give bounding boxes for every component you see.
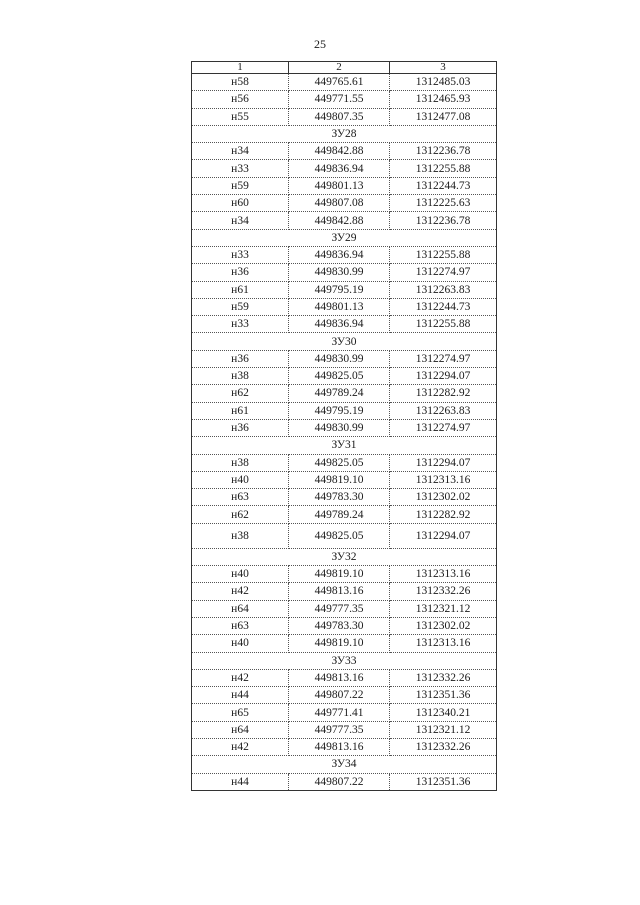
point-name-cell: н42: [192, 583, 289, 600]
coordinates-table: [191, 61, 497, 791]
table-row: [192, 402, 497, 419]
x-coordinate-cell: 449813.16: [289, 669, 390, 686]
table-section-row: [192, 548, 497, 565]
point-name-cell: н33: [192, 160, 289, 177]
table-row: [192, 635, 497, 652]
table-section-row: [192, 652, 497, 669]
y-coordinate-cell: 1312274.97: [390, 350, 497, 367]
point-name-cell: н40: [192, 566, 289, 583]
point-name-cell: н33: [192, 246, 289, 263]
x-coordinate-cell: 449819.10: [289, 471, 390, 488]
point-name-cell: н42: [192, 669, 289, 686]
x-coordinate-cell: 449807.22: [289, 773, 390, 790]
x-coordinate-cell: 449807.08: [289, 195, 390, 212]
table-row: [192, 108, 497, 125]
point-name-cell: н62: [192, 385, 289, 402]
column-header-y: 3: [390, 62, 497, 74]
section-label: ЗУ33: [192, 652, 497, 669]
table-row: [192, 74, 497, 91]
column-header-x: 2: [289, 62, 390, 74]
y-coordinate-cell: 1312351.36: [390, 773, 497, 790]
y-coordinate-cell: 1312302.02: [390, 489, 497, 506]
y-coordinate-cell: 1312274.97: [390, 264, 497, 281]
table-row: [192, 385, 497, 402]
y-coordinate-cell: 1312294.07: [390, 368, 497, 385]
x-coordinate-cell: 449789.24: [289, 506, 390, 523]
point-name-cell: н38: [192, 454, 289, 471]
point-name-cell: н63: [192, 617, 289, 634]
table-row: [192, 350, 497, 367]
table-row: [192, 669, 497, 686]
x-coordinate-cell: 449825.05: [289, 368, 390, 385]
x-coordinate-cell: 449836.94: [289, 316, 390, 333]
y-coordinate-cell: 1312294.07: [390, 454, 497, 471]
x-coordinate-cell: 449836.94: [289, 246, 390, 263]
point-name-cell: н40: [192, 635, 289, 652]
x-coordinate-cell: 449789.24: [289, 385, 390, 402]
x-coordinate-cell: 449819.10: [289, 566, 390, 583]
x-coordinate-cell: 449819.10: [289, 635, 390, 652]
table-row: [192, 454, 497, 471]
section-label: ЗУ30: [192, 333, 497, 350]
point-name-cell: н44: [192, 687, 289, 704]
x-coordinate-cell: 449830.99: [289, 350, 390, 367]
point-name-cell: н40: [192, 471, 289, 488]
x-coordinate-cell: 449842.88: [289, 212, 390, 229]
point-name-cell: н38: [192, 368, 289, 385]
table-row: [192, 583, 497, 600]
table-row: [192, 316, 497, 333]
y-coordinate-cell: 1312236.78: [390, 143, 497, 160]
section-label: ЗУ29: [192, 229, 497, 246]
y-coordinate-cell: 1312313.16: [390, 635, 497, 652]
x-coordinate-cell: 449771.41: [289, 704, 390, 721]
table-row: [192, 773, 497, 790]
table-row: [192, 195, 497, 212]
y-coordinate-cell: 1312225.63: [390, 195, 497, 212]
point-name-cell: н36: [192, 264, 289, 281]
column-header-point: 1: [192, 62, 289, 74]
table-row: [192, 160, 497, 177]
page-number: 25: [314, 37, 326, 51]
table-row: [192, 738, 497, 755]
table-row: [192, 298, 497, 315]
table-row: [192, 600, 497, 617]
table-row: [192, 91, 497, 108]
point-name-cell: н63: [192, 489, 289, 506]
y-coordinate-cell: 1312477.08: [390, 108, 497, 125]
table-row: [192, 489, 497, 506]
y-coordinate-cell: 1312332.26: [390, 583, 497, 600]
y-coordinate-cell: 1312244.73: [390, 177, 497, 194]
x-coordinate-cell: 449813.16: [289, 738, 390, 755]
y-coordinate-cell: 1312321.12: [390, 600, 497, 617]
x-coordinate-cell: 449842.88: [289, 143, 390, 160]
x-coordinate-cell: 449777.35: [289, 721, 390, 738]
y-coordinate-cell: 1312255.88: [390, 246, 497, 263]
y-coordinate-cell: 1312255.88: [390, 160, 497, 177]
point-name-cell: н42: [192, 738, 289, 755]
table-row: [192, 566, 497, 583]
section-label: ЗУ31: [192, 437, 497, 454]
point-name-cell: н61: [192, 281, 289, 298]
x-coordinate-cell: 449807.35: [289, 108, 390, 125]
table-section-row: [192, 437, 497, 454]
section-label: ЗУ28: [192, 125, 497, 142]
y-coordinate-cell: 1312244.73: [390, 298, 497, 315]
table-row: [192, 246, 497, 263]
x-coordinate-cell: 449830.99: [289, 264, 390, 281]
table-row: [192, 721, 497, 738]
x-coordinate-cell: 449836.94: [289, 160, 390, 177]
table-section-row: [192, 125, 497, 142]
table-section-row: [192, 756, 497, 773]
x-coordinate-cell: 449801.13: [289, 298, 390, 315]
y-coordinate-cell: 1312282.92: [390, 385, 497, 402]
point-name-cell: н34: [192, 212, 289, 229]
y-coordinate-cell: 1312274.97: [390, 419, 497, 436]
y-coordinate-cell: 1312236.78: [390, 212, 497, 229]
table-row: [192, 471, 497, 488]
x-coordinate-cell: 449795.19: [289, 281, 390, 298]
y-coordinate-cell: 1312332.26: [390, 738, 497, 755]
y-coordinate-cell: 1312302.02: [390, 617, 497, 634]
table-row: [192, 419, 497, 436]
point-name-cell: н59: [192, 177, 289, 194]
point-name-cell: н38: [192, 523, 289, 548]
table-section-row: [192, 333, 497, 350]
point-name-cell: н64: [192, 600, 289, 617]
point-name-cell: н64: [192, 721, 289, 738]
point-name-cell: н58: [192, 74, 289, 91]
point-name-cell: н44: [192, 773, 289, 790]
point-name-cell: н36: [192, 350, 289, 367]
y-coordinate-cell: 1312465.93: [390, 91, 497, 108]
point-name-cell: н61: [192, 402, 289, 419]
x-coordinate-cell: 449830.99: [289, 419, 390, 436]
x-coordinate-cell: 449765.61: [289, 74, 390, 91]
section-label: ЗУ34: [192, 756, 497, 773]
table-row: [192, 687, 497, 704]
y-coordinate-cell: 1312282.92: [390, 506, 497, 523]
y-coordinate-cell: 1312313.16: [390, 566, 497, 583]
y-coordinate-cell: 1312485.03: [390, 74, 497, 91]
table-row: [192, 617, 497, 634]
y-coordinate-cell: 1312263.83: [390, 281, 497, 298]
table-row: [192, 368, 497, 385]
x-coordinate-cell: 449795.19: [289, 402, 390, 419]
y-coordinate-cell: 1312340.21: [390, 704, 497, 721]
x-coordinate-cell: 449801.13: [289, 177, 390, 194]
y-coordinate-cell: 1312321.12: [390, 721, 497, 738]
y-coordinate-cell: 1312351.36: [390, 687, 497, 704]
point-name-cell: н56: [192, 91, 289, 108]
point-name-cell: н62: [192, 506, 289, 523]
table-row: [192, 264, 497, 281]
point-name-cell: н33: [192, 316, 289, 333]
y-coordinate-cell: 1312332.26: [390, 669, 497, 686]
table-row: [192, 212, 497, 229]
table-section-row: [192, 229, 497, 246]
y-coordinate-cell: 1312313.16: [390, 471, 497, 488]
x-coordinate-cell: 449825.05: [289, 454, 390, 471]
point-name-cell: н55: [192, 108, 289, 125]
y-coordinate-cell: 1312294.07: [390, 523, 497, 548]
point-name-cell: н60: [192, 195, 289, 212]
table-row: [192, 143, 497, 160]
y-coordinate-cell: 1312255.88: [390, 316, 497, 333]
x-coordinate-cell: 449783.30: [289, 617, 390, 634]
point-name-cell: н36: [192, 419, 289, 436]
table-row: [192, 704, 497, 721]
y-coordinate-cell: 1312263.83: [390, 402, 497, 419]
table-row: [192, 281, 497, 298]
table-row: [192, 177, 497, 194]
x-coordinate-cell: 449825.05: [289, 523, 390, 548]
x-coordinate-cell: 449783.30: [289, 489, 390, 506]
point-name-cell: н34: [192, 143, 289, 160]
table-row: [192, 523, 497, 548]
point-name-cell: н65: [192, 704, 289, 721]
section-label: ЗУ32: [192, 548, 497, 565]
x-coordinate-cell: 449813.16: [289, 583, 390, 600]
table-header-row: [192, 62, 497, 74]
point-name-cell: н59: [192, 298, 289, 315]
x-coordinate-cell: 449771.55: [289, 91, 390, 108]
x-coordinate-cell: 449777.35: [289, 600, 390, 617]
x-coordinate-cell: 449807.22: [289, 687, 390, 704]
table-row: [192, 506, 497, 523]
